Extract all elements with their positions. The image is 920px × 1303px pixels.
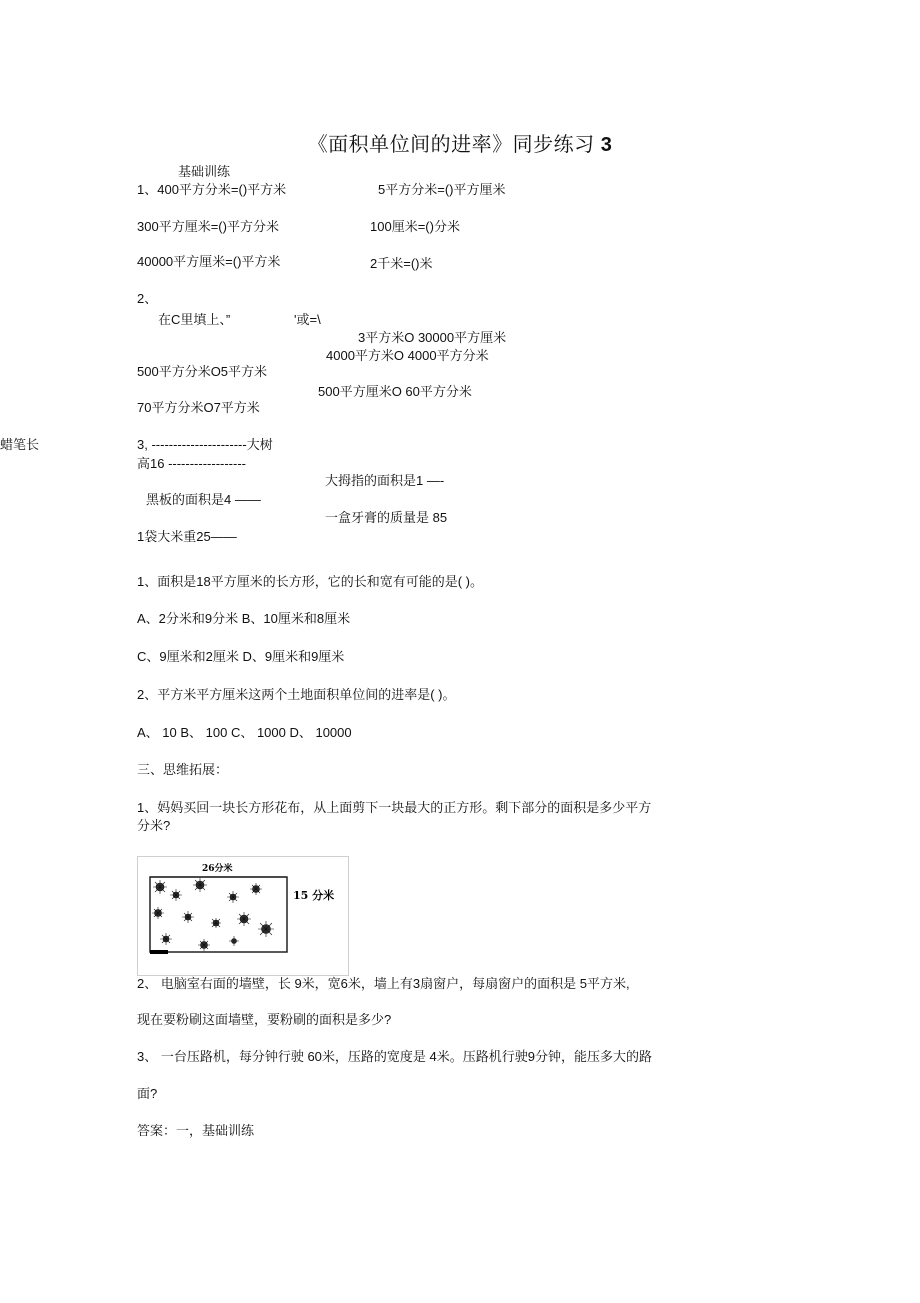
- problem-text: 分米?: [137, 818, 171, 833]
- choice-options: C、9厘米和2厘米 D、9厘米和9厘米: [137, 649, 345, 664]
- q2-instruction: 在C里填上、”: [158, 312, 231, 327]
- section1-heading: 基础训练: [178, 164, 231, 179]
- q2-item: 500平方分米O5平方米: [137, 364, 268, 379]
- q3-item: 1袋大米重25——: [137, 529, 237, 544]
- title-text: 《面积单位间的进率》同步练习: [307, 134, 595, 156]
- q2-item: 70平方分米O7平方米: [137, 400, 260, 415]
- flower-pattern: [152, 878, 274, 951]
- problem-text: 1、妈妈买回一块长方形花布，从上面剪下一块最大的正方形。剩下部分的面积是多少平方: [137, 800, 652, 815]
- q2-number: 2、: [137, 291, 158, 306]
- section3-heading: 三、思维拓展：: [137, 762, 229, 777]
- cloth-rectangle: [150, 877, 287, 952]
- q1-item: 1、400平方分米=()平方米: [137, 182, 287, 197]
- q2-item: 3平方米O 30000平方厘米: [358, 330, 507, 345]
- q1-item: 40000平方厘米=()平方米: [137, 254, 281, 269]
- q1-item: 300平方厘米=()平方分米: [137, 219, 279, 234]
- q3-line: 高16 ------------------: [137, 456, 246, 471]
- problem-text: 2、 电脑室右面的墙壁，长 9米，宽6米，墙上有3扇窗户，每扇窗户的面积是 5平方米,: [137, 976, 630, 991]
- q1-item: 100厘米=()分米: [370, 219, 460, 234]
- answers-heading: 答案：一，基础训练: [137, 1123, 255, 1138]
- cloth-figure: [137, 856, 349, 976]
- problem-text: 面?: [137, 1086, 158, 1101]
- cloth-drawing: [138, 857, 348, 975]
- q1-item: 5平方分米=()平方厘米: [378, 182, 506, 197]
- q3-line: 3, ----------------------大树: [137, 437, 273, 452]
- q3-item: 一盒牙膏的质量是 85: [325, 510, 448, 525]
- q2-item: 4000平方米O 4000平方分米: [326, 348, 489, 363]
- q3-item: 大拇指的面积是1 —-: [325, 473, 445, 488]
- q3-item: 黑板的面积是4 ——: [146, 492, 261, 507]
- choice-options: A、 10 B、 100 C、 1000 D、 10000: [137, 725, 352, 740]
- problem-text: 现在要粉刷这面墙壁，要粉刷的面积是多少?: [137, 1012, 392, 1027]
- page-title: [0, 128, 920, 157]
- q2-instruction-tail: '或=\: [294, 312, 321, 327]
- problem-text: 3、 一台压路机，每分钟行驶 60米，压路的宽度是 4米。压路机行驶9分钟，能压多大的路: [137, 1049, 652, 1064]
- q3-side-label: 蜡笔长: [0, 437, 40, 452]
- choice-question: 2、平方米平方厘米这两个土地面积单位间的进率是( )。: [137, 687, 456, 702]
- q1-item: 2千米=()米: [370, 256, 433, 271]
- choice-options: A、2分米和9分米 B、10厘米和8厘米: [137, 611, 351, 626]
- q2-item: 500平方厘米O 60平方分米: [318, 384, 472, 399]
- figure-top-label: 26分米: [202, 864, 233, 874]
- title-number: 3: [600, 134, 613, 156]
- choice-question: 1、面积是18平方厘米的长方形，它的长和宽有可能的是( )。: [137, 574, 483, 589]
- figure-side-label: 15 分米: [293, 889, 335, 902]
